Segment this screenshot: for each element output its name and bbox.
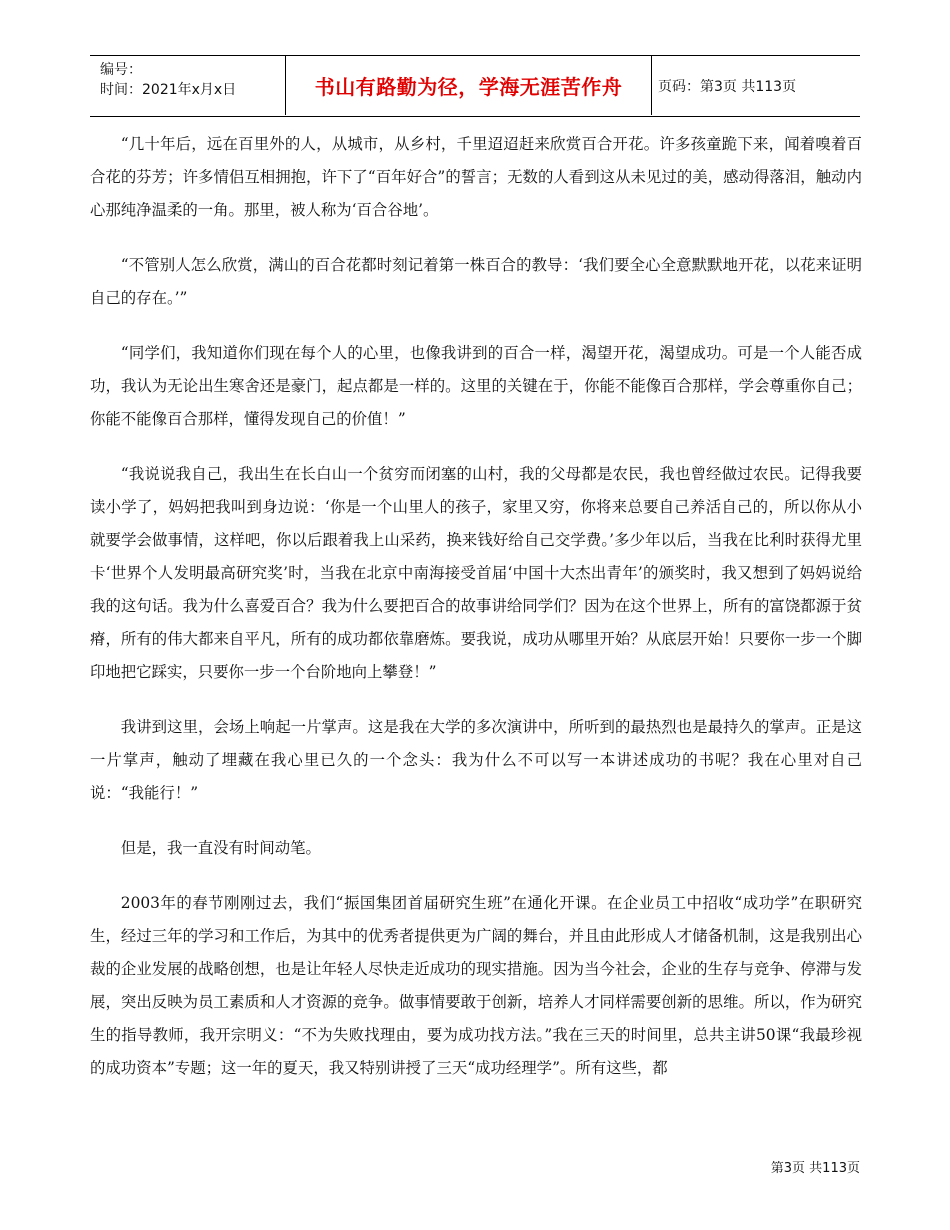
paragraph-3: “同学们，我知道你们现在每个人的心里，也像我讲到的百合一样，渴望开花，渴望成功。可是一个人能否成功，我认为无论出生寒舍还是豪门，起点都是一样的。这里的关键在于，你能不能像百合那样，学会尊重你自己；你能不能像百合那样，懂得发现自己的价值！” bbox=[90, 344, 862, 428]
header-page-info: 页码：第3页 共113页 bbox=[658, 78, 797, 95]
paragraph-1: “几十年后，远在百里外的人，从城市，从乡村，千里迢迢赶来欣赏百合开花。许多孩童跪下来，闻着嗅着百合花的芬芳；许多情侣互相拥抱，许下了“百年好合”的誓言；无数的人看到这从未见过的美，感动得落泪，触动内心那纯净温柔的一角。那里，被人称为‘百合谷地’。 bbox=[90, 135, 862, 219]
page-footer: 第3页 共113页 bbox=[770, 1161, 860, 1176]
paragraph-6: 但是，我一直没有时间动笔。 bbox=[120, 839, 321, 857]
document-body bbox=[90, 128, 862, 1107]
header-motto: 书山有路勤为径，学海无涯苦作舟 bbox=[285, 56, 652, 115]
page-header bbox=[90, 55, 860, 117]
header-meta bbox=[100, 60, 290, 100]
time-label: 时间：2021年x月x日 bbox=[100, 82, 237, 98]
paragraph-4: “我说说我自己，我出生在长白山一个贫穷而闭塞的山村，我的父母都是农民，我也曾经做过农民。记得我要读小学了，妈妈把我叫到身边说：‘你是一个山里人的孩子，家里又穷，你将来总要自己养活自己的，所以你从小就要学会做事情，这样吧，你以后跟着我上山采药，换来钱好给自己交学费。’多少年以后，当我在比利时获得尤里卡‘世界个人发明最高研究奖’时，当我在北京中南海接受首届‘中国十大杰出青年’的颁奖时，我又想到了妈妈说给我的这句话。我为什么喜爱百合？我为什么要把百合的故事讲给同学们？因为在这个世界上，所有的富饶都源于贫瘠，所有的伟大都来自平凡，所有的成功都依靠磨炼。要我说，成功从哪里开始？从底层开始！只要你一步一个脚印地把它踩实，只要你一步一个台阶地向上攀登！” bbox=[90, 465, 862, 681]
paragraph-2: “不管别人怎么欣赏，满山的百合花都时刻记着第一株百合的教导：‘我们要全心全意默默地开花，以花来证明自己的存在。’” bbox=[90, 256, 862, 307]
serial-label: 编号： bbox=[100, 62, 142, 78]
paragraph-7: 2003年的春节刚刚过去，我们“振国集团首届研究生班”在通化开课。在企业员工中招收“成功学”在职研究生，经过三年的学习和工作后，为其中的优秀者提供更为广阔的舞台，并且由此形成人才储备机制，这是我别出心裁的企业发展的战略创想，也是让年轻人尽快走近成功的现实措施。因为当今社会，企业的生存与竞争、停滞与发展，突出反映为员工素质和人才资源的竞争。做事情要敢于创新，培养人才同样需要创新的思维。所以，作为研究生的指导教师，我开宗明义：“不为失败找理由，要为成功找方法。”我在三天的时间里，总共主讲50课“我最珍视的成功资本”专题；这一年的夏天，我又特别讲授了三天“成功经理学”。所有这些，都 bbox=[90, 894, 862, 1077]
paragraph-5: 我讲到这里，会场上响起一片掌声。这是我在大学的多次演讲中，所听到的最热烈也是最持久的掌声。正是这一片掌声，触动了埋藏在我心里已久的一个念头：我为什么不可以写一本讲述成功的书呢？我在心里对自己说：“我能行！” bbox=[90, 718, 862, 802]
